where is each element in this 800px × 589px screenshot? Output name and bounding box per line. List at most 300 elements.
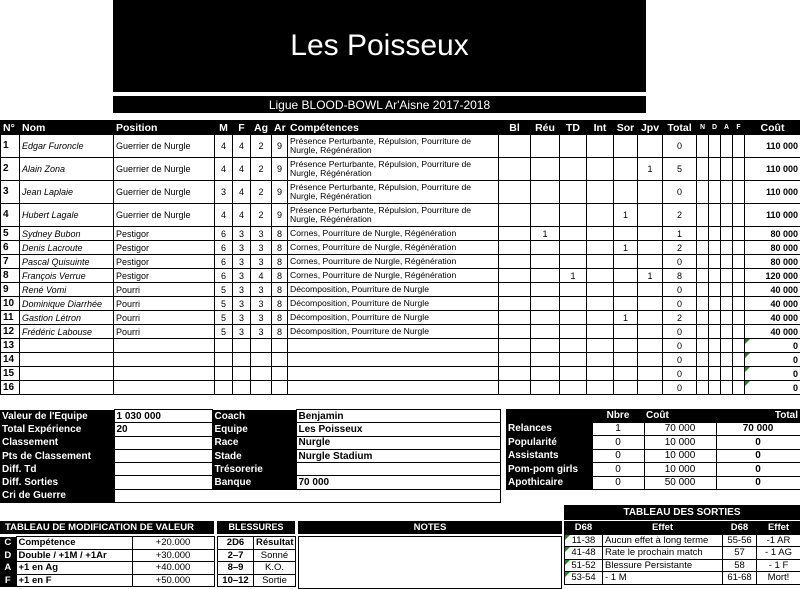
player-reu[interactable] (531, 297, 560, 311)
player-skills[interactable]: Présence Perturbante, Répulsion, Pourriture de Nurgle, Régénération (288, 135, 499, 158)
player-injury-f2[interactable] (733, 241, 745, 255)
player-skills[interactable]: Décomposition, Pourriture de Nurgle (288, 325, 499, 339)
player-bl[interactable] (499, 158, 531, 181)
player-sor[interactable] (614, 227, 638, 241)
player-injury-n[interactable] (697, 204, 709, 227)
player-injury-d[interactable] (709, 381, 721, 395)
player-position[interactable]: Pourri (114, 311, 215, 325)
player-sor[interactable] (614, 158, 638, 181)
player-injury-f2[interactable] (733, 339, 745, 353)
player-injury-f2[interactable] (733, 367, 745, 381)
player-injury-f2[interactable] (733, 255, 745, 269)
player-ag[interactable]: 2 (251, 158, 272, 181)
player-sor[interactable] (614, 181, 638, 204)
player-f[interactable] (233, 381, 251, 395)
player-bl[interactable] (499, 255, 531, 269)
player-reu[interactable] (531, 269, 560, 283)
race-value[interactable]: Nurgle (296, 436, 500, 449)
player-reu[interactable] (531, 367, 560, 381)
player-sor[interactable]: 1 (614, 311, 638, 325)
player-bl[interactable] (499, 283, 531, 297)
player-jpv[interactable] (638, 181, 663, 204)
player-td[interactable] (560, 135, 587, 158)
roster-body (1, 135, 800, 395)
player-bl[interactable] (499, 181, 531, 204)
player-skills[interactable] (288, 353, 499, 367)
player-injury-f2[interactable] (733, 381, 745, 395)
cri-value[interactable] (114, 489, 500, 502)
player-reu[interactable] (531, 381, 560, 395)
player-injury-f2[interactable] (733, 158, 745, 181)
injury-result: K.O. (254, 562, 296, 575)
stade-value[interactable]: Nurgle Stadium (296, 449, 500, 462)
player-sor[interactable] (614, 367, 638, 381)
player-name[interactable] (20, 367, 114, 381)
player-injury-n[interactable] (697, 269, 709, 283)
player-td[interactable] (560, 325, 587, 339)
player-int[interactable] (587, 297, 614, 311)
player-f[interactable]: 3 (233, 227, 251, 241)
player-int[interactable] (587, 269, 614, 283)
player-name[interactable] (20, 353, 114, 367)
player-skills[interactable] (288, 367, 499, 381)
player-m[interactable]: 3 (215, 181, 233, 204)
player-injury-n[interactable] (697, 158, 709, 181)
player-reu[interactable] (531, 241, 560, 255)
valeur-value[interactable]: 1 030 000 (114, 410, 212, 423)
player-position[interactable] (114, 353, 215, 367)
player-jpv[interactable] (638, 353, 663, 367)
player-bl[interactable] (499, 311, 531, 325)
player-ag[interactable]: 3 (251, 297, 272, 311)
player-injury-d[interactable] (709, 367, 721, 381)
player-ag[interactable] (251, 339, 272, 353)
stats-nbre[interactable]: 1 (592, 422, 644, 436)
player-m[interactable]: 5 (215, 283, 233, 297)
player-injury-a[interactable] (721, 367, 733, 381)
player-sor[interactable] (614, 339, 638, 353)
player-reu[interactable] (531, 181, 560, 204)
player-ag[interactable]: 2 (251, 204, 272, 227)
player-injury-n[interactable] (697, 353, 709, 367)
player-sor[interactable] (614, 135, 638, 158)
player-reu[interactable] (531, 325, 560, 339)
banque-value[interactable]: 70 000 (296, 476, 500, 489)
player-f[interactable]: 4 (233, 135, 251, 158)
player-jpv[interactable] (638, 381, 663, 395)
player-injury-n[interactable] (697, 381, 709, 395)
player-reu[interactable] (531, 204, 560, 227)
player-ar[interactable]: 8 (272, 241, 288, 255)
player-td[interactable] (560, 311, 587, 325)
player-name[interactable] (20, 381, 114, 395)
player-injury-n[interactable] (697, 283, 709, 297)
player-int[interactable] (587, 381, 614, 395)
player-ag[interactable] (251, 367, 272, 381)
player-ar[interactable] (272, 353, 288, 367)
stats-nbre[interactable]: 0 (592, 463, 644, 477)
stats-nbre[interactable]: 0 (592, 476, 644, 490)
player-injury-a[interactable] (721, 297, 733, 311)
player-ar[interactable]: 8 (272, 325, 288, 339)
player-position[interactable] (114, 381, 215, 395)
notes-area[interactable] (298, 536, 562, 589)
player-ag[interactable]: 3 (251, 241, 272, 255)
player-int[interactable] (587, 204, 614, 227)
player-jpv[interactable] (638, 283, 663, 297)
player-injury-d[interactable] (709, 181, 721, 204)
player-td[interactable] (560, 297, 587, 311)
player-injury-f2[interactable] (733, 181, 745, 204)
player-td[interactable] (560, 381, 587, 395)
player-jpv[interactable] (638, 297, 663, 311)
player-injury-a[interactable] (721, 325, 733, 339)
player-ag[interactable]: 2 (251, 181, 272, 204)
player-skills[interactable]: Cornes, Pourriture de Nurgle, Régénération (288, 227, 499, 241)
player-injury-a[interactable] (721, 269, 733, 283)
player-int[interactable] (587, 311, 614, 325)
player-name[interactable]: Jean Laplaie (20, 181, 114, 204)
player-ag[interactable]: 4 (251, 269, 272, 283)
player-name[interactable]: Edgar Furoncle (20, 135, 114, 158)
player-f[interactable]: 3 (233, 241, 251, 255)
race-label: Race (212, 436, 296, 449)
player-cost: 0 (745, 353, 800, 367)
player-m[interactable] (215, 339, 233, 353)
player-int[interactable] (587, 283, 614, 297)
player-bl[interactable] (499, 353, 531, 367)
player-f[interactable]: 4 (233, 181, 251, 204)
player-td[interactable] (560, 283, 587, 297)
player-m[interactable]: 6 (215, 255, 233, 269)
player-injury-n[interactable] (697, 325, 709, 339)
player-injury-a[interactable] (721, 283, 733, 297)
player-reu[interactable] (531, 158, 560, 181)
player-injury-n[interactable] (697, 241, 709, 255)
player-td[interactable] (560, 181, 587, 204)
player-injury-f2[interactable] (733, 311, 745, 325)
player-injury-d[interactable] (709, 269, 721, 283)
player-ar[interactable]: 8 (272, 297, 288, 311)
player-reu[interactable] (531, 353, 560, 367)
player-jpv[interactable] (638, 367, 663, 381)
player-bl[interactable] (499, 135, 531, 158)
player-injury-a[interactable] (721, 135, 733, 158)
player-jpv[interactable] (638, 241, 663, 255)
player-injury-n[interactable] (697, 181, 709, 204)
player-sor[interactable] (614, 353, 638, 367)
player-bl[interactable] (499, 325, 531, 339)
player-reu[interactable] (531, 255, 560, 269)
player-injury-n[interactable] (697, 135, 709, 158)
player-skills[interactable]: Décomposition, Pourriture de Nurgle (288, 311, 499, 325)
player-reu[interactable]: 1 (531, 227, 560, 241)
player-row (1, 367, 800, 381)
player-name[interactable]: Sydney Bubon (20, 227, 114, 241)
player-sor[interactable] (614, 283, 638, 297)
player-bl[interactable] (499, 227, 531, 241)
diffsorties-value[interactable] (114, 476, 212, 489)
player-injury-a[interactable] (721, 255, 733, 269)
player-injury-f2[interactable] (733, 269, 745, 283)
player-injury-a[interactable] (721, 241, 733, 255)
player-name[interactable]: Hubert Lagale (20, 204, 114, 227)
player-injury-f2[interactable] (733, 227, 745, 241)
player-td[interactable] (560, 353, 587, 367)
player-m[interactable]: 4 (215, 158, 233, 181)
player-ar[interactable]: 9 (272, 181, 288, 204)
classement-value[interactable] (114, 436, 212, 449)
player-injury-d[interactable] (709, 339, 721, 353)
player-jpv[interactable] (638, 311, 663, 325)
pts-value[interactable] (114, 449, 212, 462)
player-position[interactable]: Pourri (114, 325, 215, 339)
player-bl[interactable] (499, 381, 531, 395)
player-bl[interactable] (499, 339, 531, 353)
stats-row (506, 463, 800, 477)
player-bl[interactable] (499, 241, 531, 255)
player-injury-d[interactable] (709, 297, 721, 311)
player-ag[interactable]: 3 (251, 311, 272, 325)
player-name[interactable]: Denis Lacroute (20, 241, 114, 255)
player-m[interactable] (215, 353, 233, 367)
player-int[interactable] (587, 158, 614, 181)
player-skills[interactable]: Présence Perturbante, Répulsion, Pourriture de Nurgle, Régénération (288, 158, 499, 181)
player-ar[interactable] (272, 339, 288, 353)
player-position[interactable]: Guerrier de Nurgle (114, 135, 215, 158)
player-m[interactable] (215, 381, 233, 395)
player-injury-f2[interactable] (733, 353, 745, 367)
player-ar[interactable]: 8 (272, 255, 288, 269)
player-int[interactable] (587, 255, 614, 269)
player-f[interactable] (233, 367, 251, 381)
player-injury-f2[interactable] (733, 325, 745, 339)
player-m[interactable]: 6 (215, 269, 233, 283)
player-f[interactable]: 3 (233, 255, 251, 269)
player-injury-d[interactable] (709, 135, 721, 158)
player-ag[interactable] (251, 353, 272, 367)
player-int[interactable] (587, 227, 614, 241)
player-cost: 0 (745, 367, 800, 381)
player-sor[interactable] (614, 381, 638, 395)
player-skills[interactable] (288, 339, 499, 353)
player-f[interactable]: 4 (233, 204, 251, 227)
player-injury-f2[interactable] (733, 204, 745, 227)
player-skills[interactable]: Cornes, Pourriture de Nurgle, Régénération (288, 269, 499, 283)
player-m[interactable] (215, 367, 233, 381)
player-bl[interactable] (499, 204, 531, 227)
player-ag[interactable]: 3 (251, 325, 272, 339)
player-bl[interactable] (499, 269, 531, 283)
player-skills[interactable]: Décomposition, Pourriture de Nurgle (288, 297, 499, 311)
player-jpv[interactable]: 1 (638, 269, 663, 283)
player-f[interactable]: 3 (233, 269, 251, 283)
player-m[interactable]: 4 (215, 135, 233, 158)
player-position[interactable]: Guerrier de Nurgle (114, 181, 215, 204)
player-int[interactable] (587, 135, 614, 158)
player-td[interactable] (560, 204, 587, 227)
player-name[interactable]: Gastion Létron (20, 311, 114, 325)
player-position[interactable]: Pourri (114, 283, 215, 297)
player-bl[interactable] (499, 367, 531, 381)
player-ar[interactable]: 8 (272, 269, 288, 283)
player-m[interactable]: 5 (215, 311, 233, 325)
player-position[interactable]: Pourri (114, 297, 215, 311)
player-name[interactable]: Frédéric Labouse (20, 325, 114, 339)
player-td[interactable] (560, 241, 587, 255)
player-reu[interactable] (531, 135, 560, 158)
player-ar[interactable]: 9 (272, 204, 288, 227)
player-skills[interactable]: Cornes, Pourriture de Nurgle, Régénération (288, 255, 499, 269)
player-injury-a[interactable] (721, 204, 733, 227)
equipe-value[interactable]: Les Poisseux (296, 423, 500, 436)
player-injury-a[interactable] (721, 181, 733, 204)
player-td[interactable] (560, 158, 587, 181)
player-reu[interactable] (531, 283, 560, 297)
player-injury-d[interactable] (709, 158, 721, 181)
player-position[interactable]: Pestigor (114, 241, 215, 255)
tresorerie-value[interactable] (296, 463, 500, 476)
player-injury-d[interactable] (709, 325, 721, 339)
player-ar[interactable]: 8 (272, 283, 288, 297)
player-sor[interactable]: 1 (614, 204, 638, 227)
player-name[interactable]: Alain Zona (20, 158, 114, 181)
player-name[interactable] (20, 339, 114, 353)
player-skills[interactable]: Cornes, Pourriture de Nurgle, Régénération (288, 241, 499, 255)
player-f[interactable] (233, 339, 251, 353)
player-td[interactable] (560, 367, 587, 381)
player-int[interactable] (587, 241, 614, 255)
player-injury-a[interactable] (721, 353, 733, 367)
player-ag[interactable]: 3 (251, 255, 272, 269)
player-f[interactable]: 3 (233, 297, 251, 311)
player-f[interactable] (233, 353, 251, 367)
player-injury-f2[interactable] (733, 283, 745, 297)
player-injury-n[interactable] (697, 311, 709, 325)
player-reu[interactable] (531, 339, 560, 353)
player-injury-d[interactable] (709, 255, 721, 269)
player-jpv[interactable] (638, 255, 663, 269)
stats-header-cout: Coût (644, 409, 716, 422)
player-injury-d[interactable] (709, 311, 721, 325)
player-jpv[interactable] (638, 204, 663, 227)
xp-value[interactable]: 20 (114, 423, 212, 436)
player-injury-n[interactable] (697, 367, 709, 381)
player-injury-d[interactable] (709, 353, 721, 367)
player-position[interactable] (114, 367, 215, 381)
player-skills[interactable]: Présence Perturbante, Répulsion, Pourriture de Nurgle, Régénération (288, 204, 499, 227)
player-skills[interactable]: Décomposition, Pourriture de Nurgle (288, 283, 499, 297)
player-injury-a[interactable] (721, 311, 733, 325)
player-sor[interactable] (614, 325, 638, 339)
player-injury-a[interactable] (721, 339, 733, 353)
player-td[interactable]: 1 (560, 269, 587, 283)
player-m[interactable]: 4 (215, 204, 233, 227)
player-injury-n[interactable] (697, 255, 709, 269)
player-bl[interactable] (499, 297, 531, 311)
difftd-value[interactable] (114, 463, 212, 476)
player-injury-a[interactable] (721, 381, 733, 395)
player-jpv[interactable] (638, 227, 663, 241)
player-m[interactable]: 6 (215, 241, 233, 255)
player-ar[interactable]: 9 (272, 158, 288, 181)
player-reu[interactable] (531, 311, 560, 325)
player-f[interactable]: 3 (233, 283, 251, 297)
player-position[interactable] (114, 339, 215, 353)
player-sor[interactable] (614, 255, 638, 269)
player-int[interactable] (587, 339, 614, 353)
player-int[interactable] (587, 325, 614, 339)
player-injury-d[interactable] (709, 227, 721, 241)
player-injury-d[interactable] (709, 283, 721, 297)
player-ar[interactable]: 9 (272, 135, 288, 158)
player-td[interactable] (560, 255, 587, 269)
player-position[interactable]: Guerrier de Nurgle (114, 204, 215, 227)
player-jpv[interactable] (638, 135, 663, 158)
player-td[interactable] (560, 227, 587, 241)
player-ar[interactable]: 8 (272, 311, 288, 325)
player-m[interactable]: 6 (215, 227, 233, 241)
player-ar[interactable] (272, 367, 288, 381)
player-sor[interactable] (614, 269, 638, 283)
player-f[interactable]: 3 (233, 311, 251, 325)
player-name[interactable]: René Vomi (20, 283, 114, 297)
player-injury-d[interactable] (709, 204, 721, 227)
player-ar[interactable]: 8 (272, 227, 288, 241)
player-name[interactable]: Dominique Diarrhée (20, 297, 114, 311)
stats-nbre[interactable]: 0 (592, 436, 644, 450)
player-int[interactable] (587, 353, 614, 367)
player-skills[interactable]: Présence Perturbante, Répulsion, Pourriture de Nurgle, Régénération (288, 181, 499, 204)
player-int[interactable] (587, 367, 614, 381)
player-name[interactable]: François Verrue (20, 269, 114, 283)
player-injury-n[interactable] (697, 297, 709, 311)
stats-row (506, 436, 800, 450)
player-jpv[interactable] (638, 325, 663, 339)
player-m[interactable]: 5 (215, 325, 233, 339)
player-injury-d[interactable] (709, 241, 721, 255)
player-sor[interactable] (614, 297, 638, 311)
player-name[interactable]: Pascal Quisuinte (20, 255, 114, 269)
player-m[interactable]: 5 (215, 297, 233, 311)
player-injury-n[interactable] (697, 339, 709, 353)
player-td[interactable] (560, 339, 587, 353)
player-injury-a[interactable] (721, 227, 733, 241)
player-f[interactable]: 3 (233, 325, 251, 339)
player-f[interactable]: 4 (233, 158, 251, 181)
player-position[interactable]: Guerrier de Nurgle (114, 158, 215, 181)
player-injury-f2[interactable] (733, 135, 745, 158)
player-ag[interactable]: 3 (251, 283, 272, 297)
player-jpv[interactable]: 1 (638, 158, 663, 181)
player-position[interactable]: Pestigor (114, 269, 215, 283)
player-ag[interactable]: 2 (251, 135, 272, 158)
player-ar[interactable] (272, 381, 288, 395)
player-int[interactable] (587, 181, 614, 204)
player-skills[interactable] (288, 381, 499, 395)
player-injury-f2[interactable] (733, 297, 745, 311)
player-jpv[interactable] (638, 339, 663, 353)
player-ag[interactable] (251, 381, 272, 395)
player-position[interactable]: Pestigor (114, 227, 215, 241)
player-sor[interactable]: 1 (614, 241, 638, 255)
player-injury-n[interactable] (697, 227, 709, 241)
stats-nbre[interactable]: 0 (592, 449, 644, 463)
player-position[interactable]: Pestigor (114, 255, 215, 269)
coach-value[interactable]: Benjamin (296, 410, 500, 423)
player-ag[interactable]: 3 (251, 227, 272, 241)
player-injury-a[interactable] (721, 158, 733, 181)
